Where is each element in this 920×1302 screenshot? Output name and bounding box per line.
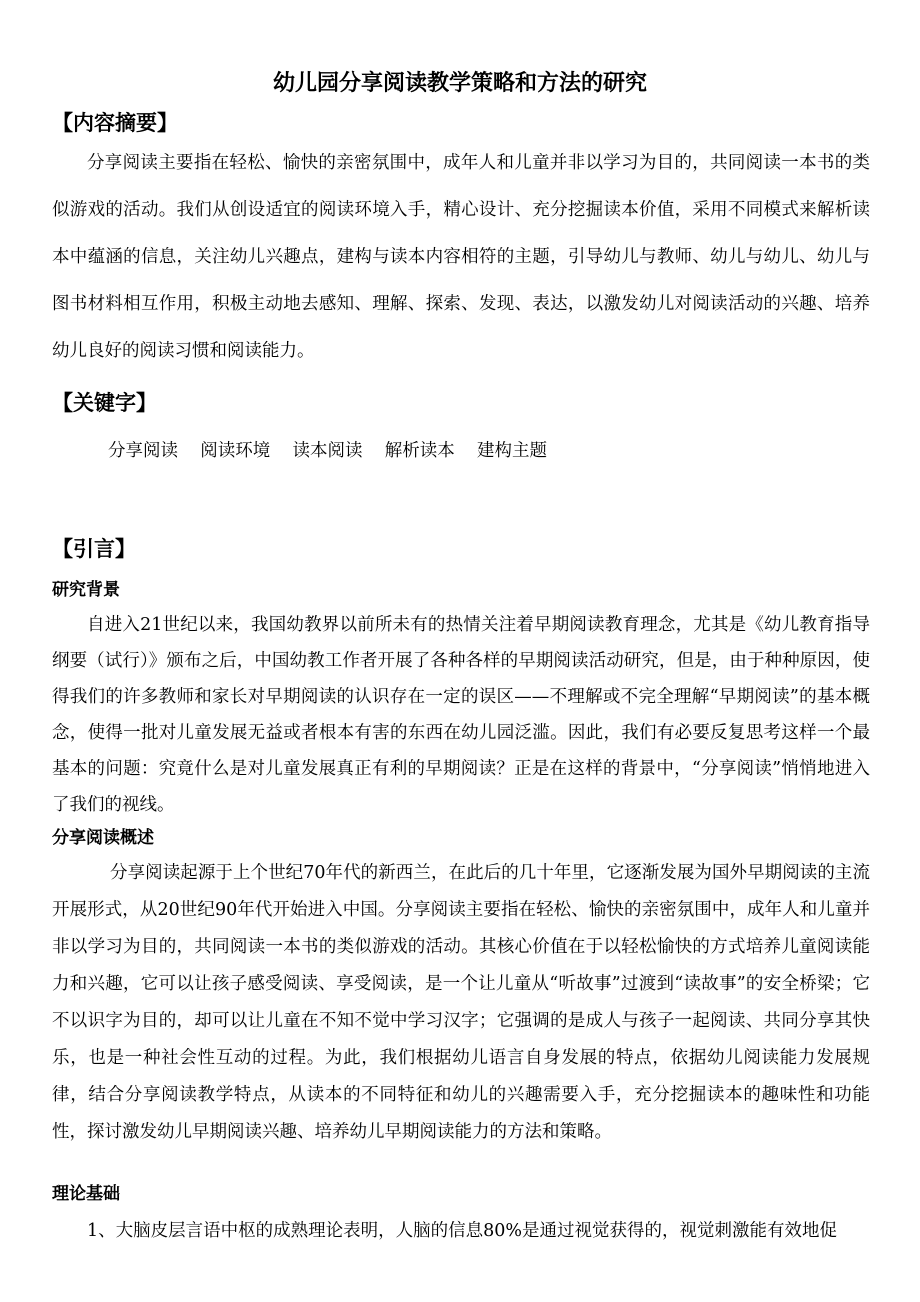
overview-paragraph: 分享阅读起源于上个世纪70年代的新西兰，在此后的几十年里，它逐渐发展为国外早期阅读的主流开展形式，从20世纪90年代开始进入中国。分享阅读主要指在轻松、愉快的亲密氛围中，成年人和儿童并非以学习为目的，共同阅读一本书的类似游戏的活动。其核心价值在于以轻松愉快的方式培养儿童阅读能力和兴趣，它可以让孩子感受阅读、享受阅读，是一个让儿童从“听故事”过渡到“读故事”的安全桥梁；它不以识字为目的，却可以让儿童在不知不觉中学习汉字；它强调的是成人与孩子一起阅读、共同分享其快乐，也是一种社会性互动的过程。为此，我们根据幼儿语言自身发展的特点，依据幼儿阅读能力发展规律，结合分享阅读教学特点，从读本的不同特征和幼儿的兴趣需要入手，充分挖掘读本的趣味性和功能性，探讨激发幼儿早期阅读兴趣、培养幼儿早期阅读能力的方法和策略。 xyxy=(52,863,870,1142)
document-title: 幼儿园分享阅读教学策略和方法的研究 xyxy=(272,71,647,96)
keywords-list: 分享阅读 阅读环境 读本阅读 解析读本 建构主题 xyxy=(108,441,548,461)
introduction-heading: 【引言】 xyxy=(52,537,136,561)
abstract-paragraph: 分享阅读主要指在轻松、愉快的亲密氛围中，成年人和儿童并非以学习为目的，共同阅读一本书的类似游戏的活动。我们从创设适宜的阅读环境入手，精心设计、充分挖掘读本价值，采用不同模式来解析读本中蕴涵的信息，关注幼儿兴趣点，建构与读本内容相符的主题，引导幼儿与教师、幼儿与幼儿、幼儿与图书材料相互作用，积极主动地去感知、理解、探索、发现、表达，以激发幼儿对阅读活动的兴趣、培养幼儿良好的阅读习惯和阅读能力。 xyxy=(52,153,870,361)
overview-heading: 分享阅读概述 xyxy=(52,828,154,848)
theory-paragraph: 1、大脑皮层言语中枢的成熟理论表明，人脑的信息80%是通过视觉获得的，视觉刺激能有效地促 xyxy=(87,1221,838,1241)
abstract-heading: 【内容摘要】 xyxy=(52,111,178,135)
keywords-heading: 【关键字】 xyxy=(52,391,157,415)
theory-heading: 理论基础 xyxy=(52,1184,120,1204)
background-paragraph: 自进入21世纪以来，我国幼教界以前所未有的热情关注着早期阅读教育理念，尤其是《幼儿教育指导纲要（试行）》颁布之后，中国幼教工作者开展了各种各样的早期阅读活动研究，但是，由于种种原因，使得我们的许多教师和家长对早期阅读的认识存在一定的误区——不理解或不完全理解“早期阅读”的基本概念，使得一批对儿童发展无益或者根本有害的东西在幼儿园泛滥。因此，我们有必要反复思考这样一个最基本的问题：究竟什么是对儿童发展真正有利的早期阅读？正是在这样的背景中，“分享阅读”悄悄地进入了我们的视线。 xyxy=(52,615,870,815)
background-heading: 研究背景 xyxy=(52,580,120,600)
